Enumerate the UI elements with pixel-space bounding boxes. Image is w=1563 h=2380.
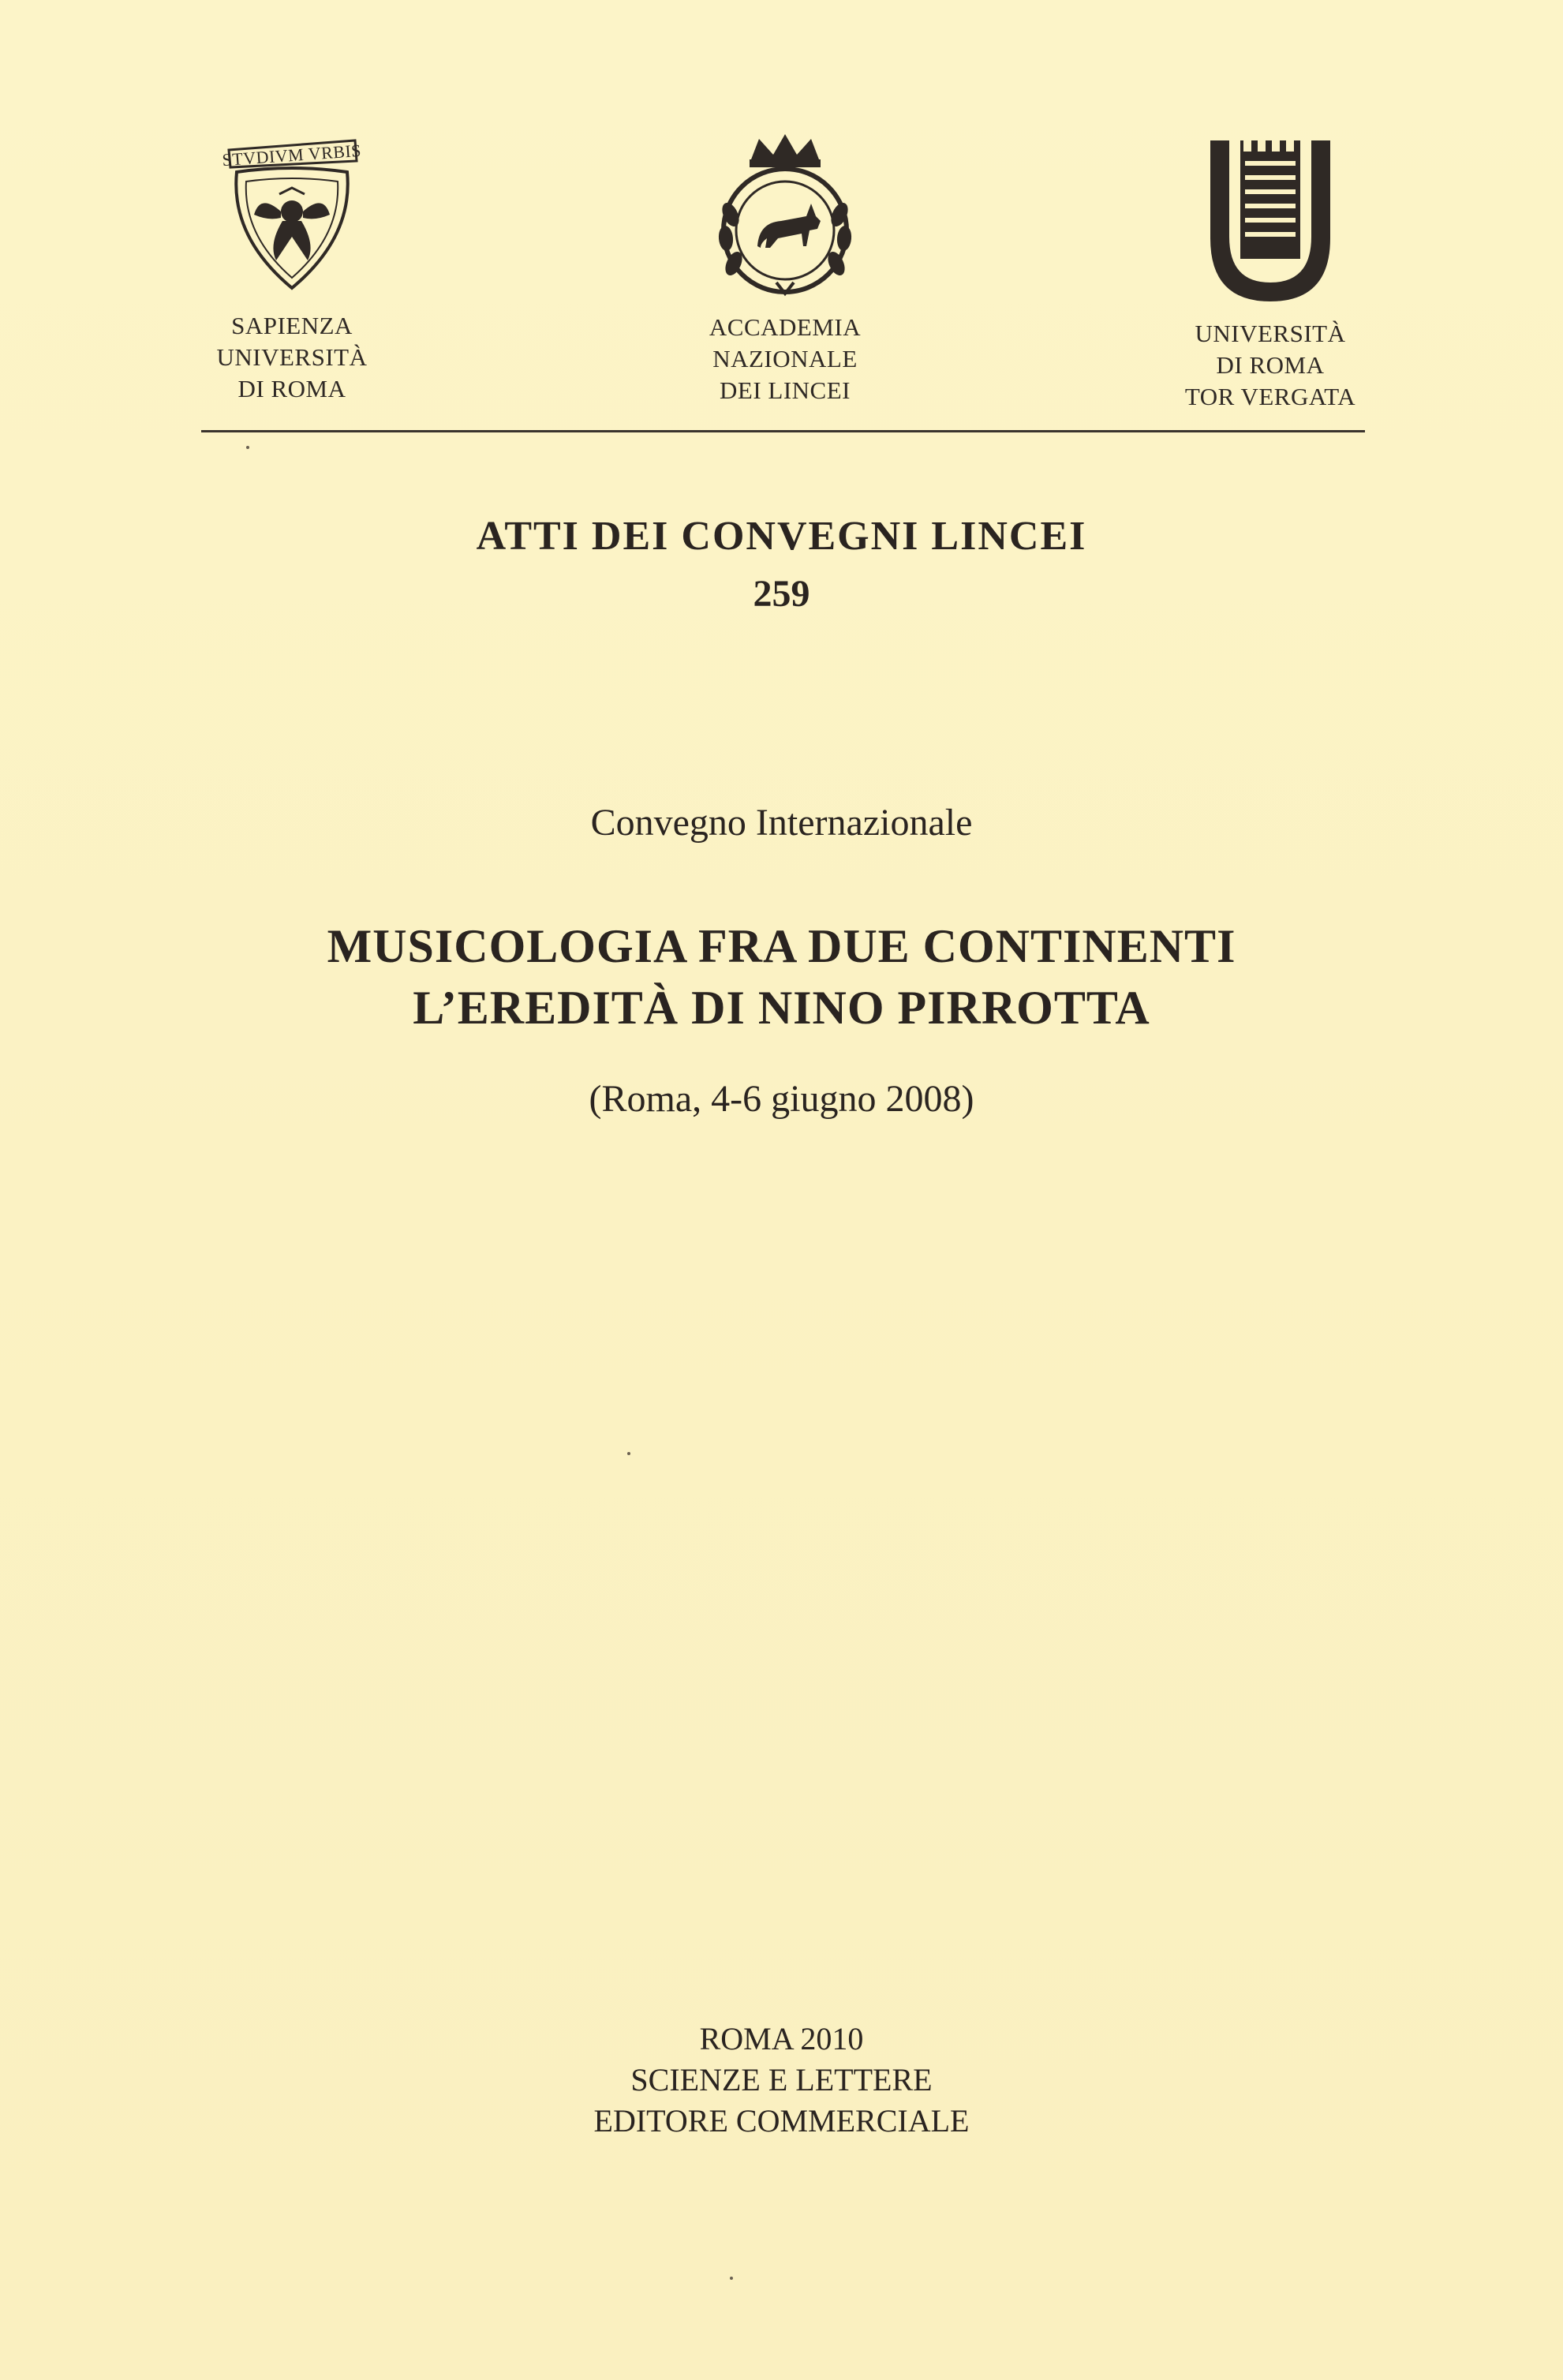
conference-type: Convegno Internazionale bbox=[590, 802, 973, 844]
lincei-line-2: NAZIONALE bbox=[712, 345, 858, 372]
tor-vergata-line-1: UNIVERSITÀ bbox=[1195, 320, 1346, 347]
paper-speck bbox=[246, 446, 249, 449]
lincei-logo-block bbox=[686, 128, 884, 406]
lincei-line-1: ACCADEMIA bbox=[709, 313, 862, 341]
series-title: ATTI DEI CONVEGNI LINCEI bbox=[476, 514, 1087, 559]
sapienza-cherub-seal-icon bbox=[213, 126, 371, 296]
imprint-line-2: SCIENZE E LETTERE bbox=[630, 2062, 933, 2097]
imprint-line-3: EDITORE COMMERCIALE bbox=[593, 2103, 970, 2139]
series-number: 259 bbox=[753, 573, 810, 615]
tor-vergata-line-2: DI ROMA bbox=[1216, 351, 1325, 379]
lincei-line-3: DEI LINCEI bbox=[720, 376, 851, 404]
sapienza-logo-block bbox=[189, 126, 394, 405]
tor-vergata-u-tower-icon bbox=[1199, 134, 1341, 304]
lynx-wreath-crown-icon bbox=[702, 128, 868, 298]
tor-vergata-line-3: TOR VERGATA bbox=[1184, 383, 1356, 410]
sapienza-line-1: SAPIENZA bbox=[231, 312, 353, 339]
paper-speck bbox=[730, 2277, 733, 2280]
main-title-line-2: L’EREDITÀ DI NINO PIRROTTA bbox=[413, 982, 1150, 1034]
imprint-line-1: ROMA 2010 bbox=[699, 2021, 864, 2056]
paper-speck bbox=[627, 1452, 630, 1455]
conference-place-date: (Roma, 4-6 giugno 2008) bbox=[589, 1078, 974, 1120]
tor-vergata-logo-block bbox=[1168, 134, 1373, 413]
sapienza-line-2: UNIVERSITÀ bbox=[216, 343, 368, 371]
main-title-line-1: MUSICOLOGIA FRA DUE CONTINENTI bbox=[327, 920, 1236, 972]
sapienza-motto: STVDIVM VRBIS bbox=[221, 140, 362, 170]
sapienza-line-3: DI ROMA bbox=[237, 375, 346, 402]
header-divider bbox=[201, 430, 1365, 432]
